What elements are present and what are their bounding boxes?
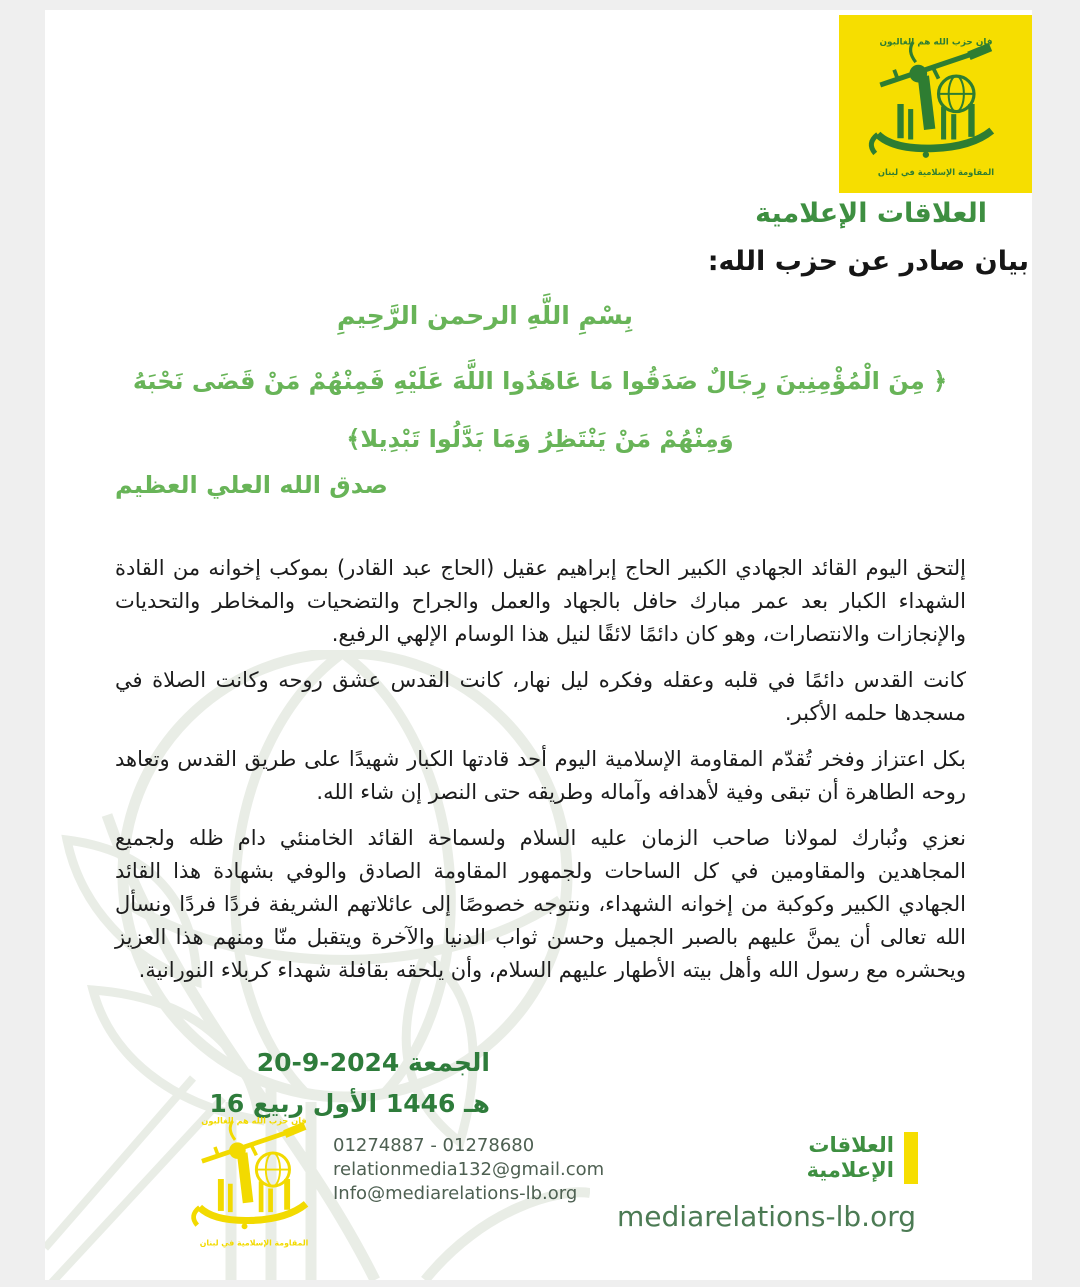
party-logo-box (839, 15, 1032, 193)
footer-department-line1: العلاقات (808, 1133, 894, 1157)
party-emblem-footer (183, 1108, 325, 1250)
footer-department-badge (807, 1132, 918, 1184)
logo-motto-top: فإن حزب الله هم الغالبون (201, 1115, 307, 1126)
email-primary: relationmedia132@gmail.com (333, 1159, 605, 1180)
paragraph-4: نعزي ونُبارك لمولانا صاحب الزمان عليه السلام ولسماحة القائد الخامنئي دام ظله ولجميع المجاهدين والمقاومين في كل الساحات ولجمهور المقاومة الصادق والوفي بشهادة هذا القائد الجهادي الكبير وكوكبة من إخوانه الشهداء، ونتوجه خصوصًا إلى عائلاتهم الشريفة فردًا فردًا ونسأل الله تعالى أن يمنَّ عليهم بالصبر الجميل وحسن ثواب الدنيا والآخرة ويتقبل منّا ومنهم هذا العزيز ويحشره مع رسول الله وأهل بيته الأطهار عليهم السلام، وأن يلحقه بقافلة شهداء كربلاء النورانية. (115, 826, 966, 982)
logo-motto-bottom: المقاومة الإسلامية في لبنان (877, 166, 994, 177)
statement-body (115, 552, 966, 1000)
party-emblem-logo (860, 28, 1012, 180)
yellow-bar-accent (904, 1132, 918, 1184)
paragraph-2: كانت القدس دائمًا في قلبه وعقله وفكره ليل نهار، كانت القدس عشق روحه وكانت الصلاة في مسجدها حلمه الأكبر. (115, 668, 966, 725)
paper (45, 10, 1032, 1280)
footer-department-line2: الإعلامية (806, 1158, 894, 1182)
logo-motto-top: فإن حزب الله هم الغالبون (878, 37, 993, 48)
basmala-line: بِسْمِ اللَّهِ الرحمن الرَّحِيمِ (337, 301, 633, 330)
phone-numbers: 01274887 - 01278680 (333, 1135, 535, 1156)
contact-block (333, 1134, 604, 1206)
statement-title: بيان صادر عن حزب الله: (707, 246, 1029, 277)
date-gregorian: الجمعة 2024-9-20 (256, 1048, 490, 1077)
media-relations-heading: العلاقات الإعلامية (755, 198, 987, 229)
quran-verse: ﴿ مِنَ الْمُؤْمِنِينَ رِجَالٌ صَدَقُوا مَا عَاهَدُوا اللَّهَ عَلَيْهِ فَمِنْهُمْ مَنْ قَضَى نَحْبَهُ وَمِنْهُمْ مَنْ يَنْتَظِرُ وَمَا بَدَّلُوا تَبْدِيلا﴾ (132, 367, 948, 453)
footer-department-text (807, 1133, 894, 1183)
logo-motto-bottom: المقاومة الإسلامية في لبنان (199, 1238, 309, 1248)
paragraph-1: إلتحق اليوم القائد الجهادي الكبير الحاج إبراهيم عقيل (الحاج عبد القادر) بموكب إخوانه من القادة الشهداء الكبار بعد عمر مبارك حافل بالجهاد والعمل والجراح والتضحيات والمخاطر والتحديات والإنجازات والانتصارات، وهو كان دائمًا لائقًا لنيل هذا الوسام الإلهي الرفيع. (115, 556, 966, 646)
date-hijri: هـ 1446 الأول ربيع 16 (209, 1089, 490, 1118)
email-secondary: Info@mediarelations-lb.org (333, 1183, 578, 1204)
website-url: mediarelations-lb.org (617, 1200, 916, 1233)
verse-attribution: صدق الله العلي العظيم (115, 471, 388, 499)
paragraph-3: بكل اعتزاز وفخر تُقدّم المقاومة الإسلامية اليوم أحد قادتها الكبار شهيدًا على طريق القدس وتعاهد روحه الطاهرة أن تبقى وفية لأهدافه وآماله وطريقه حتى النصر إن شاء الله. (115, 747, 966, 804)
